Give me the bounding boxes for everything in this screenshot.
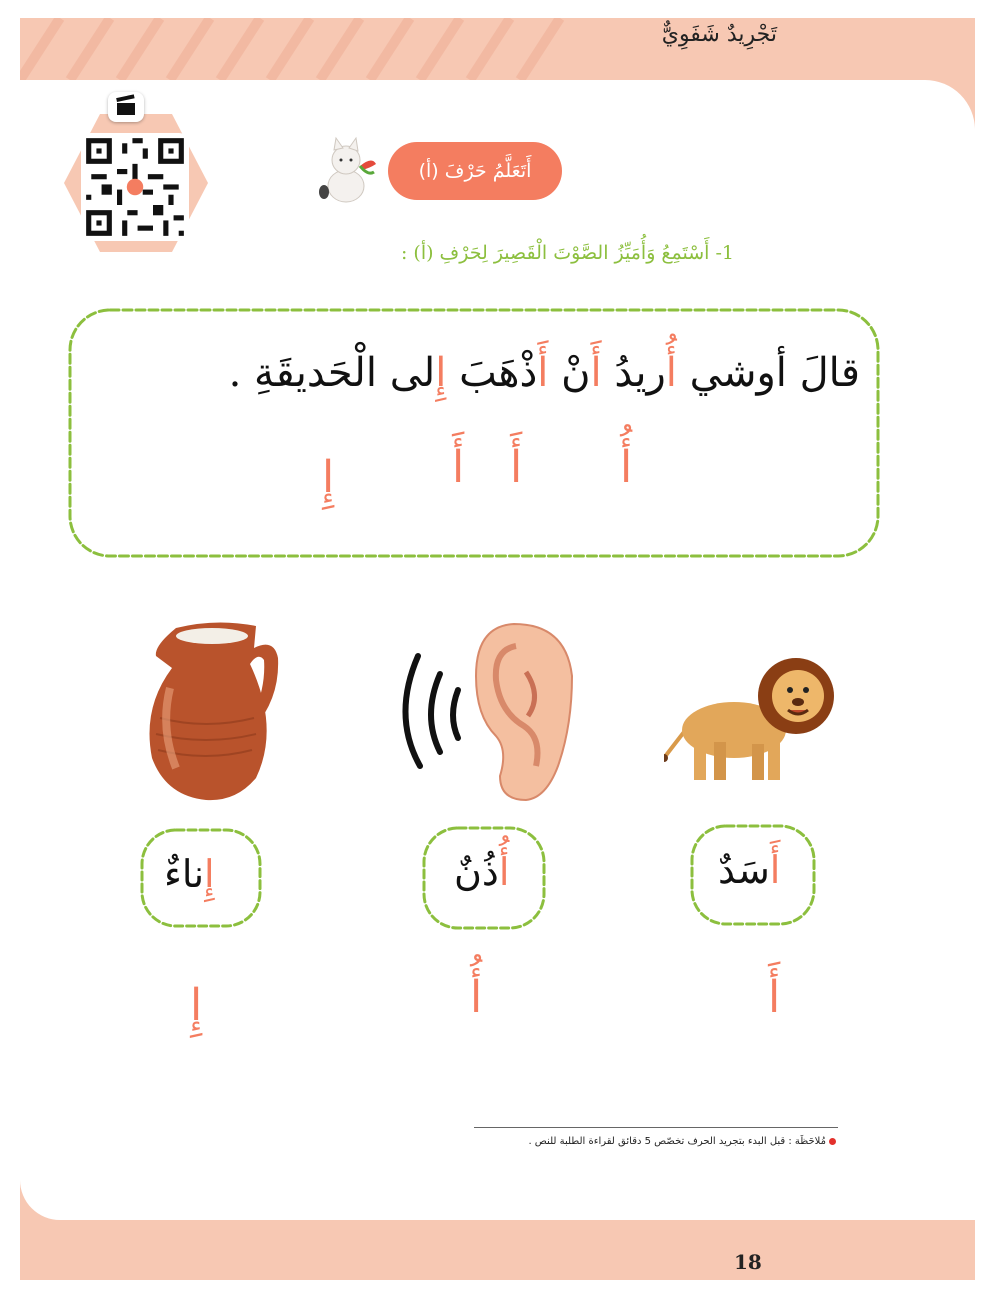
page-number: 18 [734, 1250, 762, 1274]
sentence-highlight: إِ [435, 350, 447, 396]
word-vessel [164, 852, 215, 896]
jug-picture [146, 618, 286, 804]
sentence-part: قالَ أوشي [676, 350, 860, 396]
teacher-note [528, 1136, 836, 1147]
sentence-highlight: أُ [665, 350, 677, 396]
word-lion [718, 848, 780, 892]
word-prefix: أَ [769, 848, 781, 892]
bullet-icon [829, 1138, 836, 1145]
sentence-part: نْ [548, 350, 591, 396]
exercise-instruction: 1- أَسْتَمِعُ وَأُمَيِّزُ الصَّوْتَ الْقَصِيرَ لِحَرْفِ (أ) : [400, 242, 734, 264]
sentence-letter: أَ [510, 442, 523, 493]
sentence-part: ريدُ [601, 350, 666, 396]
sentence-highlight: أَ [590, 350, 602, 396]
example-sentence [88, 350, 860, 396]
sentence-frame [66, 306, 882, 560]
video-clapper-icon[interactable] [108, 92, 144, 122]
sentence-part: لى الْحَديقَةِ . [228, 350, 436, 396]
note-text: مُلاحَظَة : قبل البدء بتجريد الحرف تخصّص 5 دقائق لقراءة الطلبة للنص . [528, 1136, 826, 1147]
lesson-badge: أَتَعَلَّمُ حَرْفَ (أ) [388, 142, 562, 200]
word-prefix: إِ [204, 852, 215, 896]
page-header-title: تَجْرِيدٌ شَفَوِيٌّ [661, 22, 777, 47]
sentence-letter: إِ [322, 452, 335, 503]
word-letter: أَ [768, 972, 781, 1023]
sentence-letter: أُ [620, 442, 633, 493]
word-ear [454, 850, 509, 894]
cat-mascot-icon [316, 136, 380, 206]
qr-code-icon[interactable] [81, 133, 189, 241]
sentence-letter: أَ [452, 442, 465, 493]
word-prefix: أُ [498, 850, 510, 894]
word-rest: ذُنٌ [454, 850, 499, 894]
qr-code-block[interactable] [62, 112, 210, 254]
header-stripes [20, 18, 975, 80]
sentence-highlight: أَ [537, 350, 549, 396]
word-rest: سَدٌ [718, 848, 770, 892]
word-rest: ناءٌ [164, 852, 205, 896]
sentence-part: ذْهَبَ [446, 350, 538, 396]
lion-picture [664, 650, 836, 784]
note-divider [474, 1127, 838, 1128]
word-letter: أُ [470, 972, 483, 1023]
ear-picture [396, 616, 576, 806]
word-letter: إِ [190, 980, 203, 1031]
